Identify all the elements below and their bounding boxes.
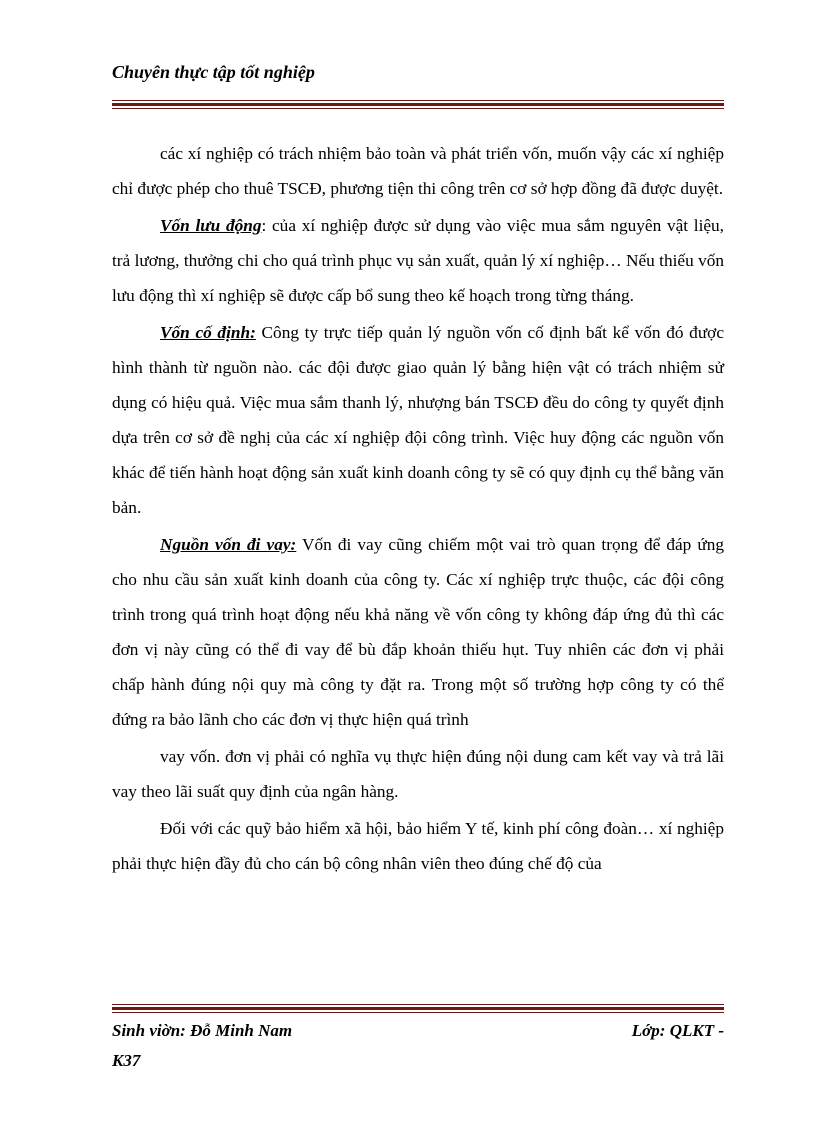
page-footer (112, 1016, 724, 1076)
label-von-co-dinh: Vốn cố định: (160, 323, 256, 342)
footer-cohort: K37 (112, 1051, 141, 1070)
page-header-title: Chuyên thực tập tốt nghiệp (112, 62, 315, 82)
label-nguon-von-di-vay: Nguồn vốn đi vay: (160, 535, 297, 554)
paragraph-4-text: Vốn đi vay cũng chiếm một vai trò quan trọng để đáp ứng cho nhu cầu sản xuất kinh doanh của công ty. Các xí nghiệp trực thuộc, các đội công trình trong quá trình hoạt động nếu khả năng về vốn công ty không đáp ứng đủ thì các đơn vị này cũng có thể đi vay để bù đắp khoản thiếu hụt. Tuy nhiên các đơn vị phải chấp hành đúng nội quy mà công ty đặt ra. Trong một số trường hợp công ty có thể đứng ra bảo lãnh cho các đơn vị thực hiện quá trình (112, 535, 725, 729)
header-rule (112, 100, 724, 109)
paragraph-5: vay vốn. đơn vị phải có nghĩa vụ thực hiện đúng nội dung cam kết vay và trả lãi vay theo lãi suất quy định của ngân hàng. (112, 747, 724, 801)
body-text (112, 136, 724, 881)
footer-rule (112, 1004, 724, 1013)
paragraph-4 (112, 527, 724, 737)
paragraph-3 (112, 315, 724, 525)
paragraph-1: các xí nghiệp có trách nhiệm bảo toàn và phát triển vốn, muốn vậy các xí nghiệp chỉ được phép cho thuê TSCĐ, phương tiện thi công trên cơ sở hợp đồng đã được duyệt. (112, 144, 724, 198)
label-von-luu-dong: Vốn lưu động (160, 216, 262, 235)
footer-student: Sinh viờn: Đỗ Minh Nam (112, 1021, 293, 1040)
paragraph-2 (112, 208, 724, 313)
paragraph-2-text: : của xí nghiệp được sử dụng vào việc mua sắm nguyên vật liệu, trả lương, thưởng chi cho quá trình phục vụ sản xuất, quản lý xí nghiệp… Nếu thiếu vốn lưu động thì xí nghiệp sẽ được cấp bổ sung theo kế hoạch trong từng tháng. (112, 216, 724, 305)
footer-class: Lớp: QLKT - (631, 1021, 724, 1040)
paragraph-3-text: Công ty trực tiếp quản lý nguồn vốn cố định bất kể vốn đó được hình thành từ nguồn nào. các đội được giao quản lý bằng hiện vật có trách nhiệm sử dụng có hiệu quả. Việc mua sắm thanh lý, nhượng bán TSCĐ đều do công ty quyết định dựa trên cơ sở đề nghị của các xí nghiệp đội công trình. Việc huy động các nguồn vốn khác để tiến hành hoạt động sản xuất kinh doanh công ty sẽ có quy định cụ thể bằng văn bản. (112, 323, 724, 517)
paragraph-6: Đối với các quỹ bảo hiểm xã hội, bảo hiểm Y tế, kinh phí công đoàn… xí nghiệp phải thực hiện đầy đủ cho cán bộ công nhân viên theo đúng chế độ của (112, 819, 724, 873)
